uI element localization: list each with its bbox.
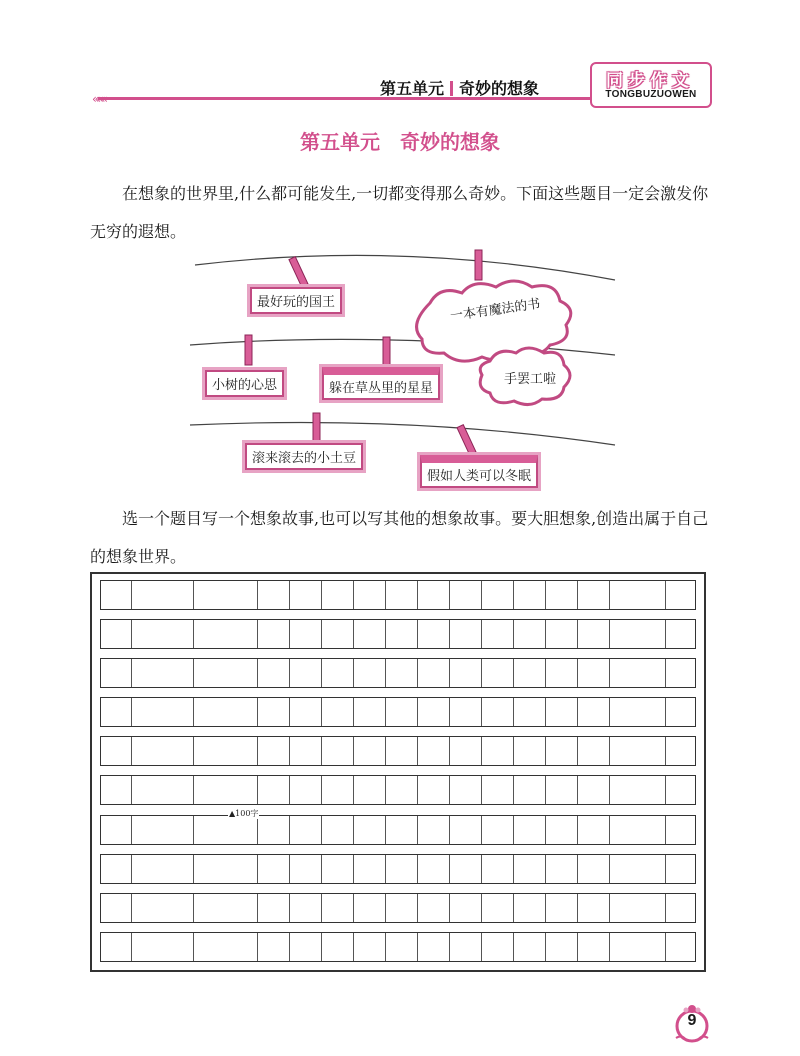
grid-cell-divider bbox=[665, 620, 666, 648]
grid-cell-divider bbox=[289, 894, 290, 922]
grid-cell-divider bbox=[449, 933, 450, 961]
grid-cell-divider bbox=[353, 855, 354, 883]
grid-cell-divider bbox=[193, 776, 194, 804]
grid-cell-divider bbox=[289, 933, 290, 961]
grid-cell-divider bbox=[481, 737, 482, 765]
grid-cell-divider bbox=[131, 816, 132, 844]
topic-cloud-hand-strike bbox=[498, 368, 562, 387]
grid-cell-divider bbox=[131, 776, 132, 804]
word-count-mark: ▲100字 bbox=[229, 809, 259, 818]
grid-cell-divider bbox=[257, 737, 258, 765]
header-separator bbox=[450, 81, 453, 96]
grid-cell-divider bbox=[545, 581, 546, 609]
grid-cell-divider bbox=[545, 698, 546, 726]
grid-cell-divider bbox=[665, 737, 666, 765]
grid-row bbox=[100, 932, 696, 962]
grid-cell-divider bbox=[449, 698, 450, 726]
grid-row bbox=[100, 736, 696, 766]
grid-cell-divider bbox=[353, 894, 354, 922]
grid-cell-divider bbox=[131, 933, 132, 961]
grid-cell-divider bbox=[321, 933, 322, 961]
header-decoration-dots: ««« bbox=[92, 92, 106, 106]
grid-cell-divider bbox=[193, 816, 194, 844]
header-topic: 奇妙的想象 bbox=[459, 79, 540, 98]
grid-cell-divider bbox=[321, 816, 322, 844]
grid-cell-divider bbox=[417, 698, 418, 726]
grid-cell-divider bbox=[289, 737, 290, 765]
grid-row bbox=[100, 619, 696, 649]
grid-cell-divider bbox=[289, 620, 290, 648]
grid-cell-divider bbox=[131, 581, 132, 609]
running-header bbox=[380, 76, 539, 99]
grid-cell-divider bbox=[609, 698, 610, 726]
grid-cell-divider bbox=[513, 816, 514, 844]
grid-cell-divider bbox=[609, 933, 610, 961]
grid-cell-divider bbox=[577, 737, 578, 765]
page-number: 9 bbox=[687, 1012, 697, 1029]
grid-cell-divider bbox=[417, 816, 418, 844]
grid-cell-divider bbox=[665, 581, 666, 609]
topic-label: 一本有魔法的书 bbox=[449, 296, 542, 325]
grid-cell-divider bbox=[417, 581, 418, 609]
grid-cell-divider bbox=[481, 620, 482, 648]
header-unit: 第五单元 bbox=[380, 79, 445, 98]
grid-cell-divider bbox=[131, 894, 132, 922]
grid-cell-divider bbox=[289, 698, 290, 726]
topic-label: 手罢工啦 bbox=[503, 372, 556, 387]
instruction-paragraph: 选一个题目写一个想象故事,也可以写其他的想象故事。要大胆想象,创造出属于自己的想象世界。 bbox=[90, 509, 709, 566]
grid-cell-divider bbox=[545, 894, 546, 922]
grid-cell-divider bbox=[609, 659, 610, 687]
grid-cell-divider bbox=[513, 933, 514, 961]
grid-cell-divider bbox=[257, 816, 258, 844]
grid-cell-divider bbox=[577, 855, 578, 883]
grid-cell-divider bbox=[665, 659, 666, 687]
grid-cell-divider bbox=[513, 737, 514, 765]
grid-cell-divider bbox=[481, 855, 482, 883]
grid-cell-divider bbox=[417, 737, 418, 765]
grid-cell-divider bbox=[513, 659, 514, 687]
topic-label: 滚来滚去的小土豆 bbox=[252, 451, 357, 466]
topic-tag-hibernate bbox=[420, 455, 538, 488]
grid-cell-divider bbox=[385, 620, 386, 648]
grid-cell-divider bbox=[665, 894, 666, 922]
grid-cell-divider bbox=[353, 620, 354, 648]
topics-illustration bbox=[185, 245, 620, 500]
grid-cell-divider bbox=[449, 776, 450, 804]
grid-row bbox=[100, 580, 696, 610]
grid-cell-divider bbox=[385, 894, 386, 922]
topic-tag-stars-in-grass bbox=[322, 367, 440, 400]
topic-label: 小树的心思 bbox=[212, 378, 278, 393]
grid-cell-divider bbox=[131, 737, 132, 765]
grid-cell-divider bbox=[513, 894, 514, 922]
grid-cell-divider bbox=[385, 659, 386, 687]
grid-cell-divider bbox=[193, 933, 194, 961]
grid-cell-divider bbox=[609, 620, 610, 648]
grid-cell-divider bbox=[321, 581, 322, 609]
grid-cell-divider bbox=[257, 581, 258, 609]
grid-cell-divider bbox=[321, 620, 322, 648]
grid-cell-divider bbox=[417, 776, 418, 804]
grid-cell-divider bbox=[545, 659, 546, 687]
grid-cell-divider bbox=[193, 620, 194, 648]
page-number-badge bbox=[672, 1004, 712, 1044]
grid-cell-divider bbox=[385, 737, 386, 765]
grid-row bbox=[100, 893, 696, 923]
grid-cell-divider bbox=[193, 737, 194, 765]
grid-cell-divider bbox=[131, 698, 132, 726]
writing-grid bbox=[90, 572, 706, 972]
grid-row bbox=[100, 854, 696, 884]
grid-cell-divider bbox=[417, 894, 418, 922]
grid-cell-divider bbox=[481, 776, 482, 804]
grid-cell-divider bbox=[665, 933, 666, 961]
grid-cell-divider bbox=[257, 698, 258, 726]
grid-cell-divider bbox=[257, 933, 258, 961]
grid-cell-divider bbox=[193, 894, 194, 922]
grid-cell-divider bbox=[193, 698, 194, 726]
grid-cell-divider bbox=[481, 894, 482, 922]
grid-cell-divider bbox=[385, 933, 386, 961]
grid-cell-divider bbox=[665, 698, 666, 726]
grid-cell-divider bbox=[577, 659, 578, 687]
grid-cell-divider bbox=[449, 620, 450, 648]
grid-cell-divider bbox=[609, 855, 610, 883]
grid-cell-divider bbox=[545, 737, 546, 765]
grid-cell-divider bbox=[257, 620, 258, 648]
grid-cell-divider bbox=[257, 855, 258, 883]
page-title: 第五单元 奇妙的想象 bbox=[300, 130, 500, 154]
grid-cell-divider bbox=[545, 933, 546, 961]
grid-cell-divider bbox=[577, 816, 578, 844]
topic-label: 最好玩的国王 bbox=[257, 295, 336, 310]
grid-cell-divider bbox=[449, 816, 450, 844]
grid-row bbox=[100, 697, 696, 727]
grid-cell-divider bbox=[449, 894, 450, 922]
grid-cell-divider bbox=[513, 581, 514, 609]
grid-cell-divider bbox=[481, 933, 482, 961]
grid-cell-divider bbox=[609, 894, 610, 922]
grid-cell-divider bbox=[513, 855, 514, 883]
grid-cell-divider bbox=[577, 620, 578, 648]
grid-cell-divider bbox=[665, 816, 666, 844]
topic-tag-little-tree bbox=[205, 370, 284, 397]
grid-cell-divider bbox=[577, 894, 578, 922]
topic-label: 躲在草丛里的星星 bbox=[329, 381, 434, 396]
grid-cell-divider bbox=[545, 620, 546, 648]
grid-cell-divider bbox=[353, 933, 354, 961]
grid-cell-divider bbox=[131, 855, 132, 883]
grid-cell-divider bbox=[417, 620, 418, 648]
grid-cell-divider bbox=[131, 659, 132, 687]
grid-cell-divider bbox=[609, 816, 610, 844]
grid-cell-divider bbox=[321, 894, 322, 922]
grid-cell-divider bbox=[513, 620, 514, 648]
grid-cell-divider bbox=[257, 776, 258, 804]
topic-tag-little-potato bbox=[245, 443, 363, 470]
grid-cell-divider bbox=[385, 698, 386, 726]
grid-cell-divider bbox=[449, 659, 450, 687]
grid-cell-divider bbox=[257, 894, 258, 922]
grid-cell-divider bbox=[353, 816, 354, 844]
badge-title: 同步作文 bbox=[606, 71, 694, 91]
series-badge bbox=[590, 62, 712, 108]
grid-cell-divider bbox=[385, 816, 386, 844]
grid-row bbox=[100, 775, 696, 805]
grid-cell-divider bbox=[545, 816, 546, 844]
grid-cell-divider bbox=[545, 776, 546, 804]
grid-cell-divider bbox=[289, 776, 290, 804]
grid-cell-divider bbox=[481, 816, 482, 844]
grid-cell-divider bbox=[513, 698, 514, 726]
grid-cell-divider bbox=[385, 855, 386, 883]
grid-cell-divider bbox=[609, 776, 610, 804]
grid-cell-divider bbox=[577, 933, 578, 961]
grid-row bbox=[100, 658, 696, 688]
grid-cell-divider bbox=[385, 581, 386, 609]
grid-cell-divider bbox=[289, 855, 290, 883]
grid-cell-divider bbox=[289, 659, 290, 687]
grid-cell-divider bbox=[193, 581, 194, 609]
grid-cell-divider bbox=[353, 581, 354, 609]
header-rule bbox=[98, 97, 618, 100]
grid-row bbox=[100, 815, 696, 845]
grid-cell-divider bbox=[321, 659, 322, 687]
grid-cell-divider bbox=[417, 933, 418, 961]
grid-cell-divider bbox=[193, 855, 194, 883]
grid-cell-divider bbox=[353, 659, 354, 687]
grid-cell-divider bbox=[449, 855, 450, 883]
grid-cell-divider bbox=[577, 776, 578, 804]
topic-tag-king bbox=[250, 287, 342, 314]
grid-cell-divider bbox=[417, 855, 418, 883]
grid-cell-divider bbox=[353, 776, 354, 804]
grid-cell-divider bbox=[577, 698, 578, 726]
grid-cell-divider bbox=[321, 855, 322, 883]
grid-cell-divider bbox=[665, 855, 666, 883]
grid-cell-divider bbox=[385, 776, 386, 804]
grid-cell-divider bbox=[609, 737, 610, 765]
grid-cell-divider bbox=[481, 581, 482, 609]
grid-cell-divider bbox=[289, 816, 290, 844]
grid-cell-divider bbox=[257, 659, 258, 687]
topic-label: 假如人类可以冬眠 bbox=[427, 469, 532, 484]
grid-cell-divider bbox=[449, 581, 450, 609]
grid-cell-divider bbox=[353, 698, 354, 726]
grid-cell-divider bbox=[665, 776, 666, 804]
grid-cell-divider bbox=[481, 659, 482, 687]
grid-cell-divider bbox=[513, 776, 514, 804]
grid-cell-divider bbox=[481, 698, 482, 726]
grid-cell-divider bbox=[545, 855, 546, 883]
grid-cell-divider bbox=[417, 659, 418, 687]
badge-subtitle: TONGBUZUOWEN bbox=[605, 89, 697, 100]
grid-cell-divider bbox=[353, 737, 354, 765]
grid-cell-divider bbox=[321, 776, 322, 804]
grid-cell-divider bbox=[449, 737, 450, 765]
intro-paragraph: 在想象的世界里,什么都可能发生,一切都变得那么奇妙。下面这些题目一定会激发你无穷的遐想。 bbox=[90, 184, 709, 241]
grid-cell-divider bbox=[609, 581, 610, 609]
grid-cell-divider bbox=[193, 659, 194, 687]
grid-cell-divider bbox=[321, 698, 322, 726]
grid-cell-divider bbox=[577, 581, 578, 609]
grid-cell-divider bbox=[289, 581, 290, 609]
grid-cell-divider bbox=[131, 620, 132, 648]
grid-cell-divider bbox=[321, 737, 322, 765]
